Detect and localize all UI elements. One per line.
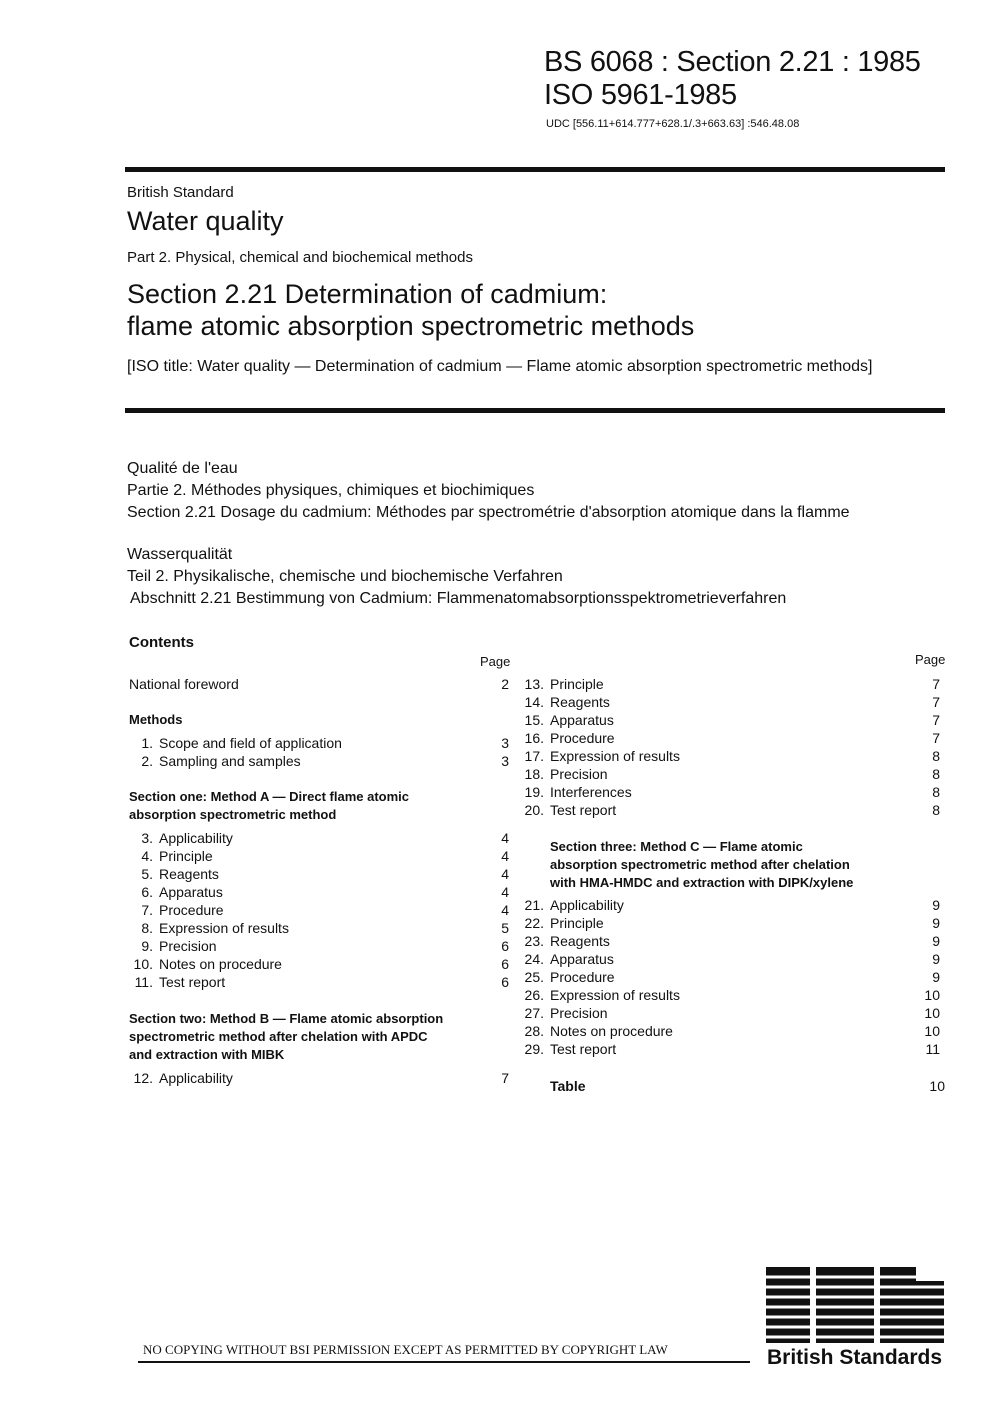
toc-entry-page: 8 — [932, 766, 940, 782]
toc-entry-page: 8 — [932, 784, 940, 800]
toc-entry-number: 15. — [524, 712, 544, 728]
french-title: Qualité de l'eau — [127, 460, 238, 477]
standard-number: BS 6068 : Section 2.21 : 1985 — [544, 46, 921, 78]
toc-entry-number: 20. — [524, 802, 544, 818]
toc-entry-page: 8 — [932, 748, 940, 764]
toc-entry-number: 27. — [524, 1005, 544, 1021]
toc-entry-page: 4 — [501, 830, 509, 846]
toc-entry[interactable] — [125, 883, 509, 901]
toc-entry[interactable] — [516, 986, 940, 1004]
german-title: Wasserqualität — [127, 546, 233, 563]
section-one-heading — [129, 788, 409, 824]
toc-entry-page: 3 — [501, 735, 509, 751]
section-one-heading-line-1: Section one: Method A — Direct flame atomic — [129, 789, 410, 804]
toc-entry-number: 25. — [524, 969, 544, 985]
toc-entry-number: 23. — [524, 933, 544, 949]
toc-entry-number: 26. — [524, 987, 544, 1003]
toc-entry-label: Apparatus — [159, 884, 223, 900]
bsi-logo-icon — [766, 1267, 944, 1343]
toc-entry[interactable] — [516, 932, 940, 950]
toc-entry-number: 11. — [134, 974, 153, 990]
german-section: Abschnitt 2.21 Bestimmung von Cadmium: Flammenatomabsorptionsspektrometrieverfahren — [130, 590, 787, 607]
bsi-logo-caption: British Standards — [767, 1346, 943, 1369]
toc-entry-label: Test report — [550, 1041, 617, 1057]
toc-entry[interactable] — [125, 973, 509, 991]
toc-entry-label: Procedure — [159, 902, 224, 918]
iso-number: ISO 5961-1985 — [544, 79, 737, 111]
toc-entry-page: 4 — [501, 866, 509, 882]
toc-entry-number: 18. — [524, 766, 544, 782]
section-title — [127, 278, 927, 342]
section-title-line-2: flame atomic absorption spectrometric methods — [127, 311, 695, 341]
page-column-label-left: Page — [480, 654, 511, 669]
toc-entry-number: 17. — [524, 748, 544, 764]
document-kind: British Standard — [127, 184, 234, 201]
section-three-heading — [550, 838, 853, 892]
toc-entry-page: 4 — [501, 848, 509, 864]
toc-entry-label: Principle — [550, 915, 604, 931]
section-three-heading-line-2: absorption spectrometric method after chelation — [550, 857, 850, 872]
iso-title: [ISO title: Water quality — Determination of cadmium — Flame atomic absorption spectrometric methods] — [127, 358, 873, 375]
toc-entry-number: 4. — [141, 848, 153, 864]
toc-entry-label: Precision — [550, 1005, 608, 1021]
toc-entry[interactable] — [516, 747, 940, 765]
toc-entry[interactable] — [125, 1069, 509, 1087]
toc-entry-number: 8. — [141, 920, 153, 936]
section-title-line-1: Section 2.21 Determination of cadmium: — [127, 279, 608, 309]
toc-entry-label: Apparatus — [550, 951, 614, 967]
toc-entry-number: 5. — [141, 866, 153, 882]
toc-entry-label: Procedure — [550, 969, 615, 985]
toc-entry-label: Reagents — [159, 866, 219, 882]
toc-entry-label: Interferences — [550, 784, 632, 800]
toc-entry-label: Procedure — [550, 730, 615, 746]
toc-entry[interactable] — [516, 1040, 940, 1058]
toc-entry-page: 6 — [501, 938, 509, 954]
toc-entry-number: 19. — [524, 784, 544, 800]
methods-heading: Methods — [129, 712, 183, 727]
toc-entry-number: 7. — [141, 902, 153, 918]
page-column-label-right: Page — [915, 652, 946, 667]
toc-entry-page: 5 — [501, 920, 509, 936]
toc-entry-page: 3 — [501, 753, 509, 769]
toc-entry-label: Test report — [550, 802, 617, 818]
toc-entry-page: 7 — [932, 712, 940, 728]
toc-entry-label: Apparatus — [550, 712, 614, 728]
toc-entry[interactable] — [516, 1022, 940, 1040]
toc-entry-label: Principle — [159, 848, 213, 864]
toc-entry[interactable] — [516, 950, 940, 968]
document-title: Water quality — [127, 206, 284, 236]
toc-entry[interactable] — [516, 711, 940, 729]
toc-entry-label: Precision — [550, 766, 608, 782]
toc-entry-number: 22. — [524, 915, 544, 931]
toc-entry[interactable] — [516, 675, 940, 693]
toc-entry-label: Expression of results — [550, 748, 680, 764]
toc-entry-page: 7 — [501, 1070, 509, 1086]
toc-entry-number: 21. — [524, 897, 544, 913]
section-three-heading-line-1: Section three: Method C — Flame atomic — [550, 839, 803, 854]
toc-entry-label: Table — [550, 1078, 586, 1094]
toc-entry-page: 10 — [924, 1005, 940, 1021]
french-section: Section 2.21 Dosage du cadmium: Méthodes par spectrométrie d'absorption atomique dans la flamme — [127, 504, 850, 521]
french-part: Partie 2. Méthodes physiques, chimiques et biochimiques — [127, 482, 535, 499]
toc-entry-label: Sampling and samples — [159, 753, 301, 769]
toc-entry-page: 9 — [932, 969, 940, 985]
toc-entry-page: 6 — [501, 974, 509, 990]
toc-entry-page: 8 — [932, 802, 940, 818]
toc-entry-number: 29. — [524, 1041, 544, 1057]
toc-entry-label: Reagents — [550, 933, 610, 949]
toc-entry[interactable] — [516, 914, 940, 932]
german-part: Teil 2. Physikalische, chemische und biochemische Verfahren — [127, 568, 563, 585]
toc-entry[interactable] — [516, 968, 940, 986]
toc-entry-page: 7 — [932, 676, 940, 692]
toc-entry-label: Applicability — [550, 897, 624, 913]
top-rule — [125, 167, 945, 172]
toc-entry-page: 9 — [932, 933, 940, 949]
toc-entry-page: 7 — [932, 730, 940, 746]
toc-entry-page: 2 — [501, 676, 509, 692]
toc-entry[interactable] — [516, 896, 940, 914]
toc-entry[interactable] — [125, 752, 509, 770]
toc-entry-page: 7 — [932, 694, 940, 710]
toc-entry-page: 4 — [501, 884, 509, 900]
toc-entry-number: 6. — [141, 884, 153, 900]
section-two-heading-line-3: and extraction with MIBK — [129, 1047, 285, 1062]
toc-entry[interactable] — [125, 901, 509, 919]
toc-entry-number: 13. — [524, 676, 544, 692]
toc-entry-label: Scope and field of application — [159, 735, 342, 751]
toc-entry-national-foreword[interactable] — [129, 675, 509, 693]
toc-entry[interactable] — [516, 801, 940, 819]
toc-entry-number: 24. — [524, 951, 544, 967]
section-two-heading-line-2: spectrometric method after chelation with APDC — [129, 1029, 428, 1044]
toc-entry[interactable] — [125, 865, 509, 883]
toc-entry-number: 9. — [141, 938, 153, 954]
toc-entry-label: National foreword — [129, 676, 239, 692]
section-one-heading-line-2: absorption spectrometric method — [129, 807, 337, 822]
toc-entry-page: 4 — [501, 902, 509, 918]
contents-heading: Contents — [129, 634, 194, 651]
toc-entry-label: Reagents — [550, 694, 610, 710]
toc-entry-label: Expression of results — [159, 920, 289, 936]
toc-entry-label: Notes on procedure — [159, 956, 282, 972]
toc-entry[interactable] — [516, 765, 940, 783]
toc-entry-number: 10. — [133, 956, 153, 972]
toc-entry-page: 10 — [924, 987, 940, 1003]
toc-entry-page: 9 — [932, 915, 940, 931]
toc-entry-label: Test report — [159, 974, 226, 990]
toc-entry-label: Precision — [159, 938, 217, 954]
toc-entry-label: Applicability — [159, 1070, 233, 1086]
toc-entry-label: Notes on procedure — [550, 1023, 673, 1039]
toc-entry[interactable] — [516, 729, 940, 747]
toc-entry-number: 2. — [141, 753, 153, 769]
toc-entry[interactable] — [125, 829, 509, 847]
toc-entry[interactable] — [516, 1004, 940, 1022]
toc-entry-number: 3. — [141, 830, 153, 846]
toc-entry-table[interactable] — [550, 1077, 945, 1095]
footer-rule — [138, 1361, 750, 1363]
toc-entry-page: 11 — [925, 1041, 940, 1057]
toc-entry[interactable] — [516, 693, 940, 711]
toc-entry-number: 16. — [524, 730, 544, 746]
toc-entry[interactable] — [125, 847, 509, 865]
toc-entry-page: 6 — [501, 956, 509, 972]
toc-entry[interactable] — [516, 783, 940, 801]
section-two-heading-line-1: Section two: Method B — Flame atomic absorption — [129, 1011, 444, 1026]
toc-entry[interactable] — [125, 734, 509, 752]
toc-entry-label: Principle — [550, 676, 604, 692]
section-two-heading — [129, 1010, 443, 1064]
toc-entry-page: 10 — [929, 1078, 945, 1094]
toc-entry-page: 9 — [932, 897, 940, 913]
toc-entry[interactable] — [125, 919, 509, 937]
toc-entry-label: Applicability — [159, 830, 233, 846]
section-three-heading-line-3: with HMA-HMDC and extraction with DIPK/xylene — [550, 875, 854, 890]
toc-entry-number: 1. — [141, 735, 153, 751]
part-title: Part 2. Physical, chemical and biochemical methods — [127, 249, 473, 266]
toc-entry-number: 14. — [524, 694, 544, 710]
toc-entry-page: 9 — [932, 951, 940, 967]
toc-entry[interactable] — [125, 937, 509, 955]
toc-entry-number: 12. — [133, 1070, 153, 1086]
toc-entry-page: 10 — [924, 1023, 940, 1039]
copyright-notice: NO COPYING WITHOUT BSI PERMISSION EXCEPT AS PERMITTED BY COPYRIGHT LAW — [143, 1342, 668, 1357]
udc-code: UDC [556.11+614.777+628.1/.3+663.63] :546.48.08 — [546, 118, 800, 130]
toc-entry[interactable] — [125, 955, 509, 973]
toc-entry-label: Expression of results — [550, 987, 680, 1003]
toc-entry-number: 28. — [524, 1023, 544, 1039]
title-bottom-rule — [125, 408, 945, 413]
